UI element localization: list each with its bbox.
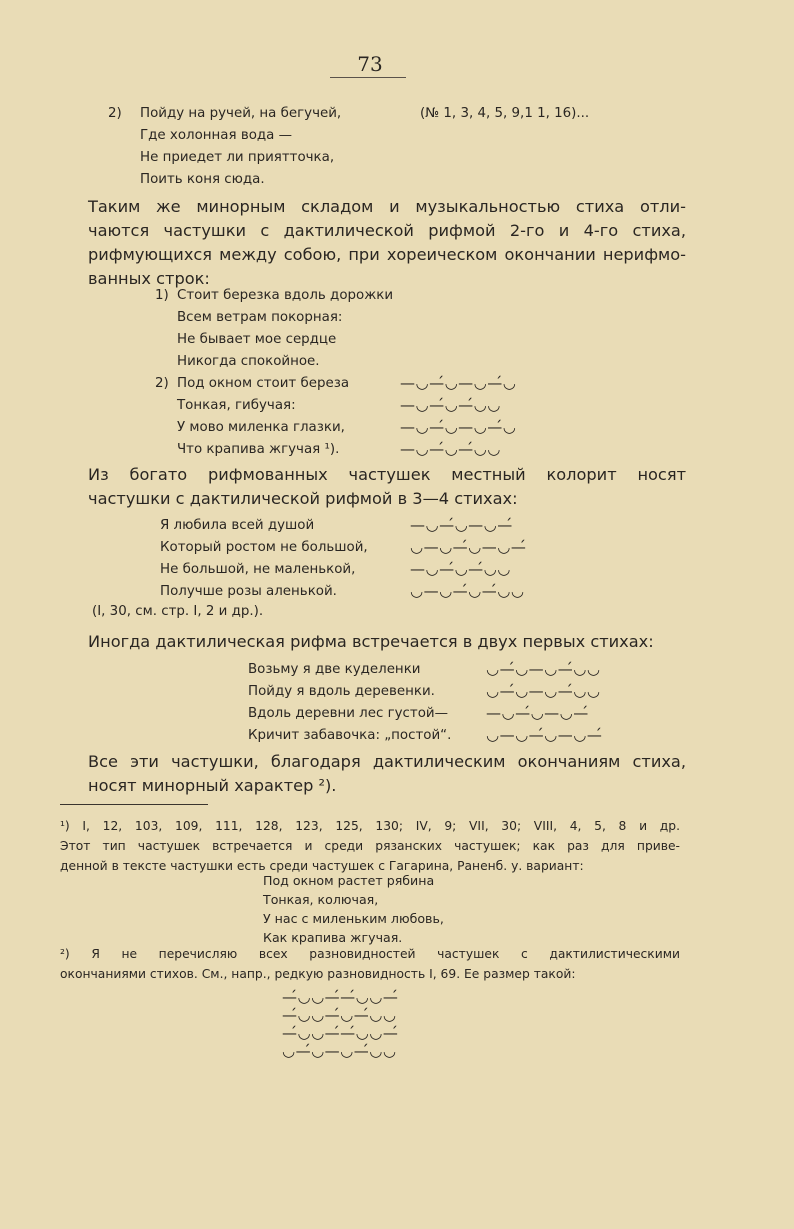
meter-scheme: ◡—◡—́◡—◡—́ (410, 538, 527, 556)
poem-number: 2) (155, 376, 169, 391)
footnote-line: денной в тексте частушки есть среди частушек с Гагарина, Раненб. у. вариант: (60, 859, 584, 873)
paragraph-3 (88, 630, 686, 654)
meter-scheme: ◡—◡—́◡—́◡◡ (410, 582, 525, 600)
poem-number: 1) (155, 288, 169, 303)
paragraph-4 (88, 750, 686, 798)
poem-line: Всем ветрам покорная: (177, 310, 343, 325)
meter-scheme: ◡—́◡—◡—́◡◡ (486, 660, 601, 678)
paragraph-line: Все эти частушки, благодаря дактилическим окончаниям стиха, (88, 752, 686, 771)
paragraph-line: рифмующихся между собою, при хореическом окончании нерифмо- (88, 245, 686, 264)
poem-line: Кричит забавочка: „постой“. (248, 728, 452, 743)
poem-line: Получше розы аленькой. (160, 584, 337, 599)
poem-reference: (№ 1, 3, 4, 5, 9,1 1, 16)... (420, 106, 590, 121)
poem-line: Не приедет ли приятточка, (140, 150, 335, 165)
footnote-line: Этот тип частушек встречается и среди рязанских частушек; как раз для приве- (60, 839, 680, 853)
poem-line: Никогда спокойное. (177, 354, 320, 369)
poem-line: Я любила всей душой (160, 518, 315, 533)
footnote-2 (60, 944, 680, 984)
poem-line: Пойду на ручей, на бегучей, (140, 106, 342, 121)
paragraph-line: частушки с дактилической рифмой в 3—4 стихах: (88, 489, 518, 508)
poem-number: 2) (108, 106, 122, 121)
footnote-poem-line: Тонкая, колючая, (263, 892, 379, 907)
page-number-rule (330, 77, 406, 78)
page-number: 73 (357, 52, 383, 76)
footnote-rule (60, 804, 208, 805)
meter-scheme: —́◡◡—́◡—́◡◡ (282, 1006, 397, 1024)
paragraph-line: Иногда дактилическая рифма встречается в двух первых стихах: (88, 632, 654, 651)
meter-scheme: —◡—́◡—́◡◡ (400, 440, 501, 458)
poem-line: Где холонная вода — (140, 128, 293, 143)
footnote-poem-line: Как крапива жгучая. (263, 930, 403, 945)
meter-scheme: —◡—́◡—◡—́◡ (400, 418, 517, 436)
poem-line: Не бывает мое сердце (177, 332, 337, 347)
meter-scheme: ◡—́◡—◡—́◡◡ (282, 1042, 397, 1060)
meter-scheme: ◡—◡—́◡—◡—́ (486, 726, 603, 744)
meter-scheme: —́◡◡—́—́◡◡—́ (282, 1024, 399, 1042)
meter-scheme: ◡—́◡—◡—́◡◡ (486, 682, 601, 700)
meter-scheme: —◡—́◡—◡—́ (486, 704, 589, 722)
meter-scheme: —◡—́◡—◡—́◡ (400, 374, 517, 392)
footnote-line: ²) Я не перечисляю всех разновидностей частушек с дактилистическими (60, 947, 680, 961)
paragraph-line: носят минорный характер ²). (88, 776, 337, 795)
paragraph-2 (88, 463, 686, 511)
poem-line: У мово миленка глазки, (177, 420, 345, 435)
meter-scheme: —◡—́◡—́◡◡ (400, 396, 501, 414)
footnote-poem-line: Под окном растет рябина (263, 873, 435, 888)
paragraph-line: ванных строк: (88, 269, 210, 288)
paragraph-line: Таким же минорным складом и музыкальностью стиха отли- (88, 197, 686, 216)
poem-line: Тонкая, гибучая: (177, 398, 296, 413)
meter-scheme: —◡—́◡—◡—́ (410, 516, 513, 534)
footnote-poem-line: У нас с миленьким любовь, (263, 911, 444, 926)
poem-line: Вдоль деревни лес густой— (248, 706, 449, 721)
footnote-1 (60, 816, 680, 876)
paragraph-line: чаются частушки с дактилической рифмой 2-го и 4-го стиха, (88, 221, 686, 240)
poem-line: Под окном стоит береза (177, 376, 350, 391)
footnote-line: окончаниями стихов. См., напр., редкую разновидность I, 69. Ее размер такой: (60, 967, 576, 981)
poem-line: Поить коня сюда. (140, 172, 265, 187)
footnote-line: ¹) I, 12, 103, 109, 111, 128, 123, 125, 130; IV, 9; VII, 30; VIII, 4, 5, 8 и др. (60, 819, 680, 833)
meter-scheme: —́◡◡—́—́◡◡—́ (282, 988, 399, 1006)
paragraph-line: Из богато рифмованных частушек местный колорит носят (88, 465, 686, 484)
poem-line: Возьму я две куделенки (248, 662, 421, 677)
poem-line: Что крапива жгучая ¹). (177, 442, 340, 457)
poem-line: Стоит березка вдоль дорожки (177, 288, 394, 303)
poem-line: Который ростом не большой, (160, 540, 368, 555)
meter-scheme: —◡—́◡—́◡◡ (410, 560, 511, 578)
poem-line: Пойду я вдоль деревенки. (248, 684, 435, 699)
paragraph-1 (88, 195, 686, 291)
poem-line: Не большой, не маленькой, (160, 562, 356, 577)
poem-reference: (I, 30, см. стр. I, 2 и др.). (92, 604, 264, 619)
